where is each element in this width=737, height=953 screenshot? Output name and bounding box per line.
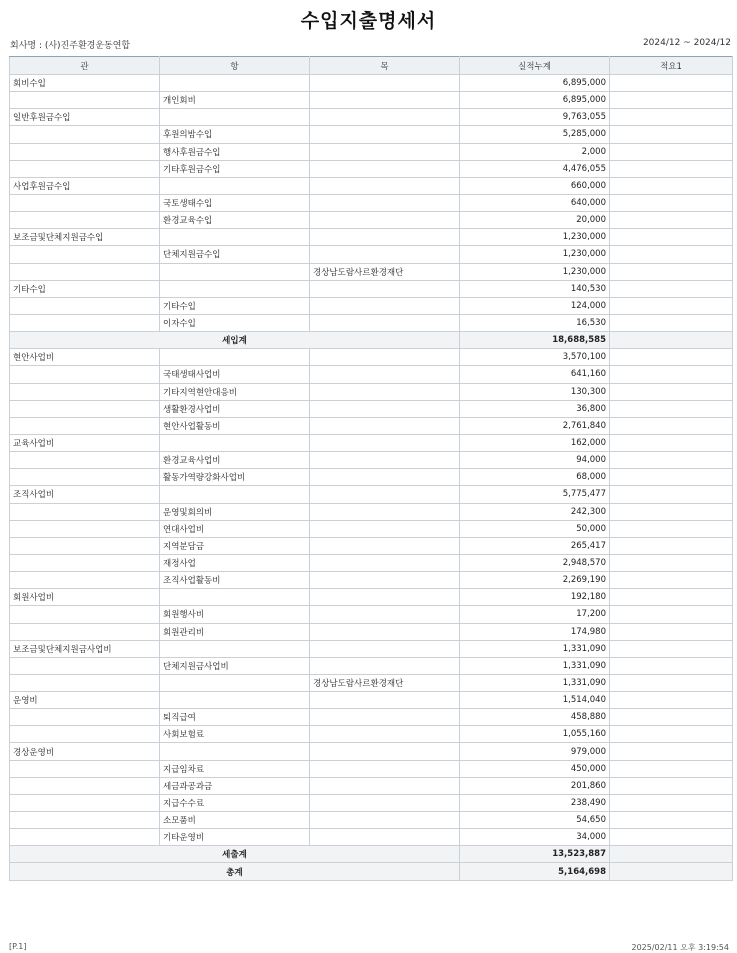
- gwan-cell: [10, 126, 160, 143]
- gwan-cell: [10, 572, 160, 589]
- table-row: [10, 709, 733, 726]
- remarks-cell: [610, 589, 733, 606]
- table-row: [10, 160, 733, 177]
- amount-cell: 34,000: [460, 829, 610, 846]
- mok-cell: 경상남도람사르환경재단: [310, 674, 460, 691]
- amount-cell: 1,230,000: [460, 229, 610, 246]
- gwan-cell: 사업후원금수입: [10, 177, 160, 194]
- amount-cell: 641,160: [460, 366, 610, 383]
- mok-cell: [310, 537, 460, 554]
- hang-cell: [160, 280, 310, 297]
- table-row: [10, 572, 733, 589]
- mok-cell: [310, 246, 460, 263]
- remarks-cell: [610, 554, 733, 571]
- hang-cell: 연대사업비: [160, 520, 310, 537]
- amount-cell: 1,055,160: [460, 726, 610, 743]
- hang-cell: 퇴직급여: [160, 709, 310, 726]
- mok-cell: [310, 143, 460, 160]
- amount-cell: 94,000: [460, 452, 610, 469]
- hang-cell: [160, 349, 310, 366]
- mok-cell: [310, 640, 460, 657]
- gwan-cell: [10, 812, 160, 829]
- table-row: [10, 743, 733, 760]
- remarks-cell: [610, 383, 733, 400]
- total-row: [10, 863, 733, 880]
- table-row: [10, 297, 733, 314]
- amount-cell: 13,523,887: [460, 846, 610, 863]
- remarks-cell: [610, 846, 733, 863]
- amount-cell: 2,269,190: [460, 572, 610, 589]
- page-number: [P.1]: [9, 942, 27, 951]
- amount-cell: 1,230,000: [460, 246, 610, 263]
- header-hang: 항: [160, 57, 310, 75]
- hang-cell: 행사후원금수입: [160, 143, 310, 160]
- remarks-cell: [610, 503, 733, 520]
- table-row: [10, 314, 733, 331]
- remarks-cell: [610, 314, 733, 331]
- print-timestamp: 2025/02/11 오후 3:19:54: [631, 943, 729, 952]
- gwan-cell: [10, 417, 160, 434]
- table-row: [10, 229, 733, 246]
- report-title: 수입지출명세서: [300, 10, 437, 32]
- hang-cell: 단체지원금사업비: [160, 657, 310, 674]
- hang-cell: [160, 674, 310, 691]
- amount-cell: 1,331,090: [460, 657, 610, 674]
- remarks-cell: [610, 417, 733, 434]
- gwan-cell: [10, 469, 160, 486]
- table-row: [10, 640, 733, 657]
- hang-cell: 국토생태수입: [160, 194, 310, 211]
- hang-cell: 개인회비: [160, 92, 310, 109]
- amount-cell: 192,180: [460, 589, 610, 606]
- total-label: 세입계: [10, 332, 460, 349]
- gwan-cell: 경상운영비: [10, 743, 160, 760]
- table-row: [10, 537, 733, 554]
- hang-cell: [160, 263, 310, 280]
- hang-cell: 기타후원금수입: [160, 160, 310, 177]
- table-row: [10, 280, 733, 297]
- remarks-cell: [610, 812, 733, 829]
- gwan-cell: [10, 606, 160, 623]
- remarks-cell: [610, 606, 733, 623]
- amount-cell: 1,331,090: [460, 674, 610, 691]
- amount-cell: 50,000: [460, 520, 610, 537]
- gwan-cell: [10, 709, 160, 726]
- mok-cell: [310, 623, 460, 640]
- amount-cell: 4,476,055: [460, 160, 610, 177]
- gwan-cell: 기타수입: [10, 280, 160, 297]
- mok-cell: [310, 589, 460, 606]
- remarks-cell: [610, 109, 733, 126]
- gwan-cell: [10, 452, 160, 469]
- gwan-cell: 회원사업비: [10, 589, 160, 606]
- gwan-cell: [10, 92, 160, 109]
- hang-cell: 운영및회의비: [160, 503, 310, 520]
- mok-cell: [310, 160, 460, 177]
- hang-cell: 재정사업: [160, 554, 310, 571]
- gwan-cell: [10, 212, 160, 229]
- amount-cell: 54,650: [460, 812, 610, 829]
- hang-cell: 세금과공과금: [160, 777, 310, 794]
- remarks-cell: [610, 75, 733, 92]
- mok-cell: [310, 760, 460, 777]
- remarks-cell: [610, 332, 733, 349]
- mok-cell: [310, 177, 460, 194]
- gwan-cell: [10, 143, 160, 160]
- mok-cell: [310, 417, 460, 434]
- hang-cell: 소모품비: [160, 812, 310, 829]
- remarks-cell: [610, 692, 733, 709]
- gwan-cell: [10, 160, 160, 177]
- table-row: [10, 812, 733, 829]
- remarks-cell: [610, 623, 733, 640]
- hang-cell: 기타지역현안대응비: [160, 383, 310, 400]
- hang-cell: 후원의밤수입: [160, 126, 310, 143]
- remarks-cell: [610, 452, 733, 469]
- amount-cell: 2,000: [460, 143, 610, 160]
- mok-cell: [310, 314, 460, 331]
- table-row: [10, 520, 733, 537]
- remarks-cell: [610, 794, 733, 811]
- amount-cell: 1,331,090: [460, 640, 610, 657]
- table-row: [10, 92, 733, 109]
- gwan-cell: [10, 674, 160, 691]
- table-header-row: [10, 57, 733, 75]
- hang-cell: [160, 177, 310, 194]
- table-row: [10, 589, 733, 606]
- mok-cell: [310, 400, 460, 417]
- table-row: [10, 177, 733, 194]
- gwan-cell: [10, 794, 160, 811]
- mok-cell: [310, 829, 460, 846]
- remarks-cell: [610, 674, 733, 691]
- mok-cell: [310, 692, 460, 709]
- hang-cell: 지급수수료: [160, 794, 310, 811]
- table-row: [10, 486, 733, 503]
- remarks-cell: [610, 520, 733, 537]
- hang-cell: 단체지원금수입: [160, 246, 310, 263]
- mok-cell: [310, 297, 460, 314]
- hang-cell: [160, 486, 310, 503]
- remarks-cell: [610, 143, 733, 160]
- mok-cell: [310, 126, 460, 143]
- gwan-cell: [10, 366, 160, 383]
- amount-cell: 1,230,000: [460, 263, 610, 280]
- remarks-cell: [610, 863, 733, 880]
- mok-cell: [310, 486, 460, 503]
- mok-cell: [310, 349, 460, 366]
- remarks-cell: [610, 572, 733, 589]
- hang-cell: 지역분담금: [160, 537, 310, 554]
- hang-cell: [160, 589, 310, 606]
- mok-cell: 경상남도람사르환경재단: [310, 263, 460, 280]
- hang-cell: [160, 640, 310, 657]
- gwan-cell: [10, 623, 160, 640]
- hang-cell: [160, 743, 310, 760]
- amount-cell: 5,164,698: [460, 863, 610, 880]
- mok-cell: [310, 606, 460, 623]
- remarks-cell: [610, 400, 733, 417]
- table-row: [10, 434, 733, 451]
- mok-cell: [310, 75, 460, 92]
- mok-cell: [310, 434, 460, 451]
- amount-cell: 162,000: [460, 434, 610, 451]
- amount-cell: 238,490: [460, 794, 610, 811]
- table-row: [10, 143, 733, 160]
- amount-cell: 1,514,040: [460, 692, 610, 709]
- remarks-cell: [610, 726, 733, 743]
- table-row: [10, 383, 733, 400]
- table-row: [10, 623, 733, 640]
- table-row: [10, 246, 733, 263]
- gwan-cell: 운영비: [10, 692, 160, 709]
- amount-cell: 265,417: [460, 537, 610, 554]
- gwan-cell: 보조금및단체지원금수입: [10, 229, 160, 246]
- mok-cell: [310, 657, 460, 674]
- table-row: [10, 109, 733, 126]
- gwan-cell: 교육사업비: [10, 434, 160, 451]
- mok-cell: [310, 383, 460, 400]
- remarks-cell: [610, 829, 733, 846]
- gwan-cell: 일반후원금수입: [10, 109, 160, 126]
- amount-cell: 640,000: [460, 194, 610, 211]
- gwan-cell: [10, 760, 160, 777]
- mok-cell: [310, 92, 460, 109]
- hang-cell: [160, 75, 310, 92]
- amount-cell: 242,300: [460, 503, 610, 520]
- hang-cell: 환경교육수입: [160, 212, 310, 229]
- gwan-cell: 현안사업비: [10, 349, 160, 366]
- amount-cell: 2,761,840: [460, 417, 610, 434]
- remarks-cell: [610, 486, 733, 503]
- mok-cell: [310, 109, 460, 126]
- income-expense-table: [9, 56, 733, 881]
- header-mok: 목: [310, 57, 460, 75]
- table-row: [10, 212, 733, 229]
- gwan-cell: [10, 554, 160, 571]
- remarks-cell: [610, 743, 733, 760]
- table-row: [10, 452, 733, 469]
- amount-cell: 20,000: [460, 212, 610, 229]
- mok-cell: [310, 812, 460, 829]
- header-cumulative-amount: 실적누계: [460, 57, 610, 75]
- header-gwan: 관: [10, 57, 160, 75]
- remarks-cell: [610, 434, 733, 451]
- remarks-cell: [610, 160, 733, 177]
- mok-cell: [310, 194, 460, 211]
- hang-cell: [160, 109, 310, 126]
- gwan-cell: [10, 400, 160, 417]
- header-remarks: 적요1: [610, 57, 733, 75]
- table-row: [10, 692, 733, 709]
- table-row: [10, 554, 733, 571]
- gwan-cell: [10, 503, 160, 520]
- mok-cell: [310, 212, 460, 229]
- table-row: [10, 503, 733, 520]
- amount-cell: 201,860: [460, 777, 610, 794]
- table-row: [10, 126, 733, 143]
- gwan-cell: [10, 246, 160, 263]
- hang-cell: 기타운영비: [160, 829, 310, 846]
- gwan-cell: [10, 194, 160, 211]
- amount-cell: 2,948,570: [460, 554, 610, 571]
- remarks-cell: [610, 194, 733, 211]
- table-row: [10, 760, 733, 777]
- mok-cell: [310, 366, 460, 383]
- mok-cell: [310, 469, 460, 486]
- table-row: [10, 674, 733, 691]
- gwan-cell: [10, 297, 160, 314]
- amount-cell: 458,880: [460, 709, 610, 726]
- remarks-cell: [610, 537, 733, 554]
- remarks-cell: [610, 229, 733, 246]
- mok-cell: [310, 229, 460, 246]
- amount-cell: 16,530: [460, 314, 610, 331]
- mok-cell: [310, 554, 460, 571]
- total-label: 총계: [10, 863, 460, 880]
- mok-cell: [310, 777, 460, 794]
- table-row: [10, 657, 733, 674]
- amount-cell: 660,000: [460, 177, 610, 194]
- hang-cell: 회원행사비: [160, 606, 310, 623]
- remarks-cell: [610, 760, 733, 777]
- amount-cell: 6,895,000: [460, 75, 610, 92]
- hang-cell: [160, 692, 310, 709]
- remarks-cell: [610, 709, 733, 726]
- mok-cell: [310, 280, 460, 297]
- amount-cell: 9,763,055: [460, 109, 610, 126]
- hang-cell: 생활환경사업비: [160, 400, 310, 417]
- remarks-cell: [610, 212, 733, 229]
- amount-cell: 5,775,477: [460, 486, 610, 503]
- gwan-cell: 조직사업비: [10, 486, 160, 503]
- remarks-cell: [610, 469, 733, 486]
- amount-cell: 140,530: [460, 280, 610, 297]
- gwan-cell: 보조금및단체지원금사업비: [10, 640, 160, 657]
- remarks-cell: [610, 177, 733, 194]
- hang-cell: 지급임차료: [160, 760, 310, 777]
- table-row: [10, 726, 733, 743]
- remarks-cell: [610, 126, 733, 143]
- company-name: 회사명 : (사)진주환경운동연합: [10, 41, 131, 51]
- remarks-cell: [610, 246, 733, 263]
- gwan-cell: [10, 383, 160, 400]
- table-row: [10, 777, 733, 794]
- total-row: [10, 332, 733, 349]
- table-row: [10, 400, 733, 417]
- gwan-cell: [10, 537, 160, 554]
- remarks-cell: [610, 92, 733, 109]
- table-row: [10, 263, 733, 280]
- table-row: [10, 366, 733, 383]
- mok-cell: [310, 452, 460, 469]
- amount-cell: 124,000: [460, 297, 610, 314]
- hang-cell: 조직사업활동비: [160, 572, 310, 589]
- table-row: [10, 194, 733, 211]
- amount-cell: 5,285,000: [460, 126, 610, 143]
- amount-cell: 68,000: [460, 469, 610, 486]
- total-row: [10, 846, 733, 863]
- remarks-cell: [610, 263, 733, 280]
- mok-cell: [310, 726, 460, 743]
- amount-cell: 450,000: [460, 760, 610, 777]
- mok-cell: [310, 520, 460, 537]
- remarks-cell: [610, 777, 733, 794]
- table-row: [10, 75, 733, 92]
- gwan-cell: [10, 263, 160, 280]
- mok-cell: [310, 709, 460, 726]
- table-row: [10, 469, 733, 486]
- amount-cell: 36,800: [460, 400, 610, 417]
- remarks-cell: [610, 280, 733, 297]
- gwan-cell: [10, 657, 160, 674]
- remarks-cell: [610, 657, 733, 674]
- gwan-cell: [10, 314, 160, 331]
- amount-cell: 130,300: [460, 383, 610, 400]
- hang-cell: 기타수입: [160, 297, 310, 314]
- mok-cell: [310, 794, 460, 811]
- remarks-cell: [610, 297, 733, 314]
- gwan-cell: [10, 777, 160, 794]
- report-period: 2024/12 ~ 2024/12: [642, 38, 731, 48]
- hang-cell: 국태생태사업비: [160, 366, 310, 383]
- gwan-cell: [10, 520, 160, 537]
- hang-cell: 환경교육사업비: [160, 452, 310, 469]
- mok-cell: [310, 503, 460, 520]
- remarks-cell: [610, 349, 733, 366]
- table-row: [10, 349, 733, 366]
- table-row: [10, 417, 733, 434]
- amount-cell: 6,895,000: [460, 92, 610, 109]
- table-row: [10, 829, 733, 846]
- amount-cell: 17,200: [460, 606, 610, 623]
- remarks-cell: [610, 640, 733, 657]
- amount-cell: 979,000: [460, 743, 610, 760]
- mok-cell: [310, 572, 460, 589]
- mok-cell: [310, 743, 460, 760]
- gwan-cell: 회비수입: [10, 75, 160, 92]
- amount-cell: 3,570,100: [460, 349, 610, 366]
- total-label: 세출계: [10, 846, 460, 863]
- hang-cell: [160, 434, 310, 451]
- table-row: [10, 606, 733, 623]
- hang-cell: 현안사업활동비: [160, 417, 310, 434]
- hang-cell: 이자수입: [160, 314, 310, 331]
- hang-cell: [160, 229, 310, 246]
- table-body: [10, 75, 733, 881]
- hang-cell: 활동가역량강화사업비: [160, 469, 310, 486]
- hang-cell: 사회보험료: [160, 726, 310, 743]
- gwan-cell: [10, 726, 160, 743]
- gwan-cell: [10, 829, 160, 846]
- hang-cell: 회원관리비: [160, 623, 310, 640]
- amount-cell: 174,980: [460, 623, 610, 640]
- amount-cell: 18,688,585: [460, 332, 610, 349]
- remarks-cell: [610, 366, 733, 383]
- table-row: [10, 794, 733, 811]
